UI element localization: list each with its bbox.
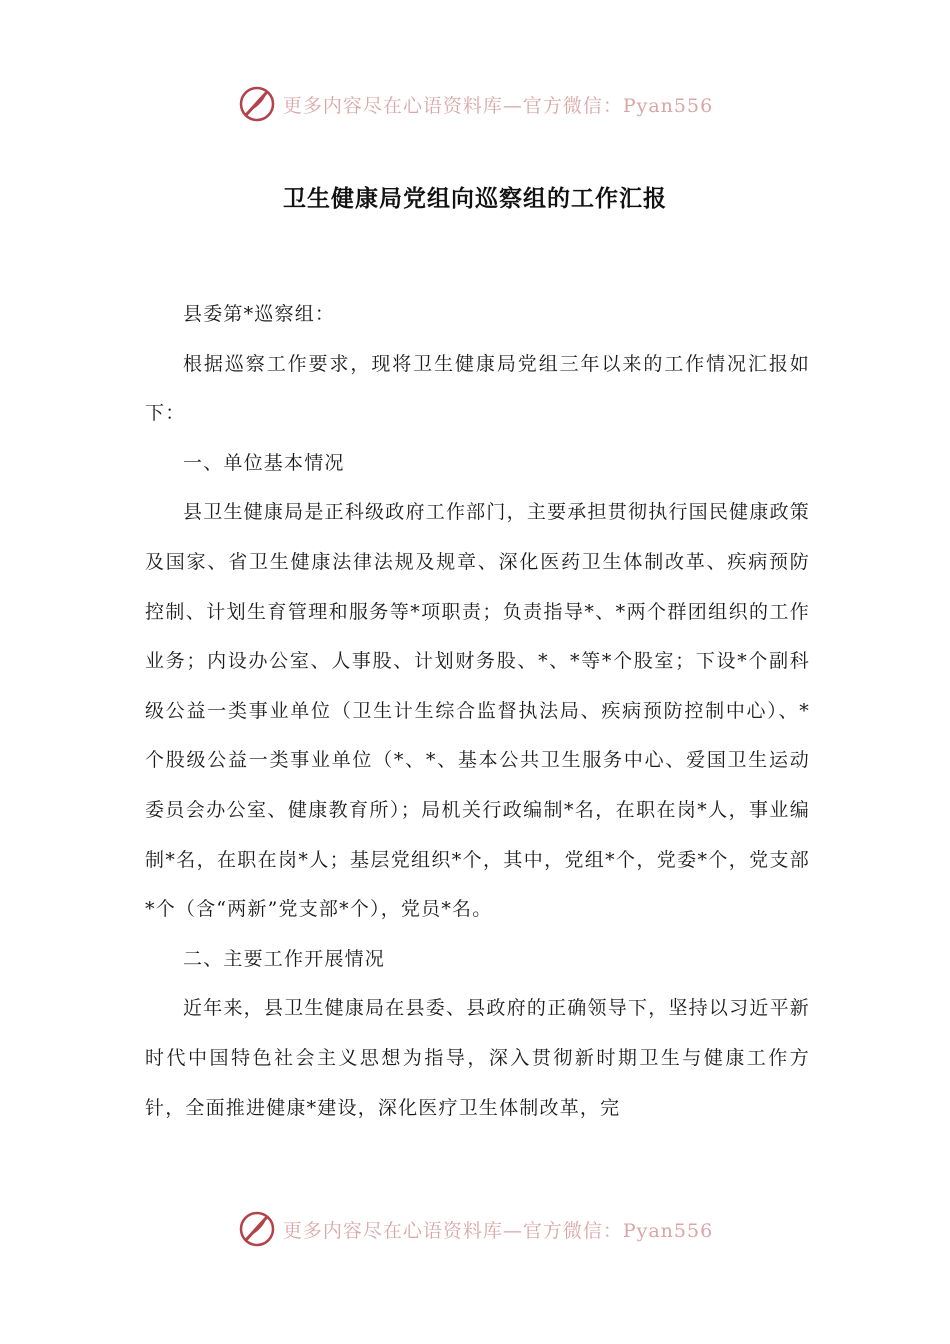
footer-watermark [0,1207,950,1251]
salutation: 县委第*巡察组： [183,303,336,325]
document-body [145,290,810,1133]
section-2-heading: 二、主要工作开展情况 [183,947,386,970]
watermark-text: 更多内容尽在心语资料库—官方微信：Pyan556 [282,94,714,117]
intro-paragraph: 根据巡察工作要求，现将卫生健康局党组三年以来的工作情况汇报如下： [145,352,810,425]
header-watermark [0,82,950,126]
quill-logo-icon [237,1209,277,1249]
section-1-heading: 一、单位基本情况 [183,451,345,474]
section-2-paragraph: 近年来，县卫生健康局在县委、县政府的正确领导下，坚持以习近平新时代中国特色社会主义思想为指导，深入贯彻新时期卫生与健康工作方针，全面推进健康*建设，深化医疗卫生体制改革，完 [145,997,810,1119]
quill-logo-icon [237,84,277,124]
document-title: 卫生健康局党组向巡察组的工作汇报 [283,186,667,212]
watermark-text: 更多内容尽在心语资料库—官方微信：Pyan556 [282,1219,714,1242]
section-1-paragraph: 县卫生健康局是正科级政府工作部门，主要承担贯彻执行国民健康政策及国家、省卫生健康法律法规及规章、深化医药卫生体制改革、疾病预防控制、计划生育管理和服务等*项职责；负责指导*、*两个群团组织的工作业务；内设办公室、人事股、计划财务股、*、*等*个股室；下设*个副科级公益一类事业单位（卫生计生综合监督执法局、疾病预防控制中心）、*个股级公益一类事业单位（*、*、基本公共卫生服务中心、爱国卫生运动委员会办公室、健康教育所）；局机关行政编制*名，在职在岗*人，事业编制*名，在职在岗*人；基层党组织*个，其中，党组*个，党委*个，党支部*个（含“两新”党支部*个），党员*名。 [145,501,810,921]
